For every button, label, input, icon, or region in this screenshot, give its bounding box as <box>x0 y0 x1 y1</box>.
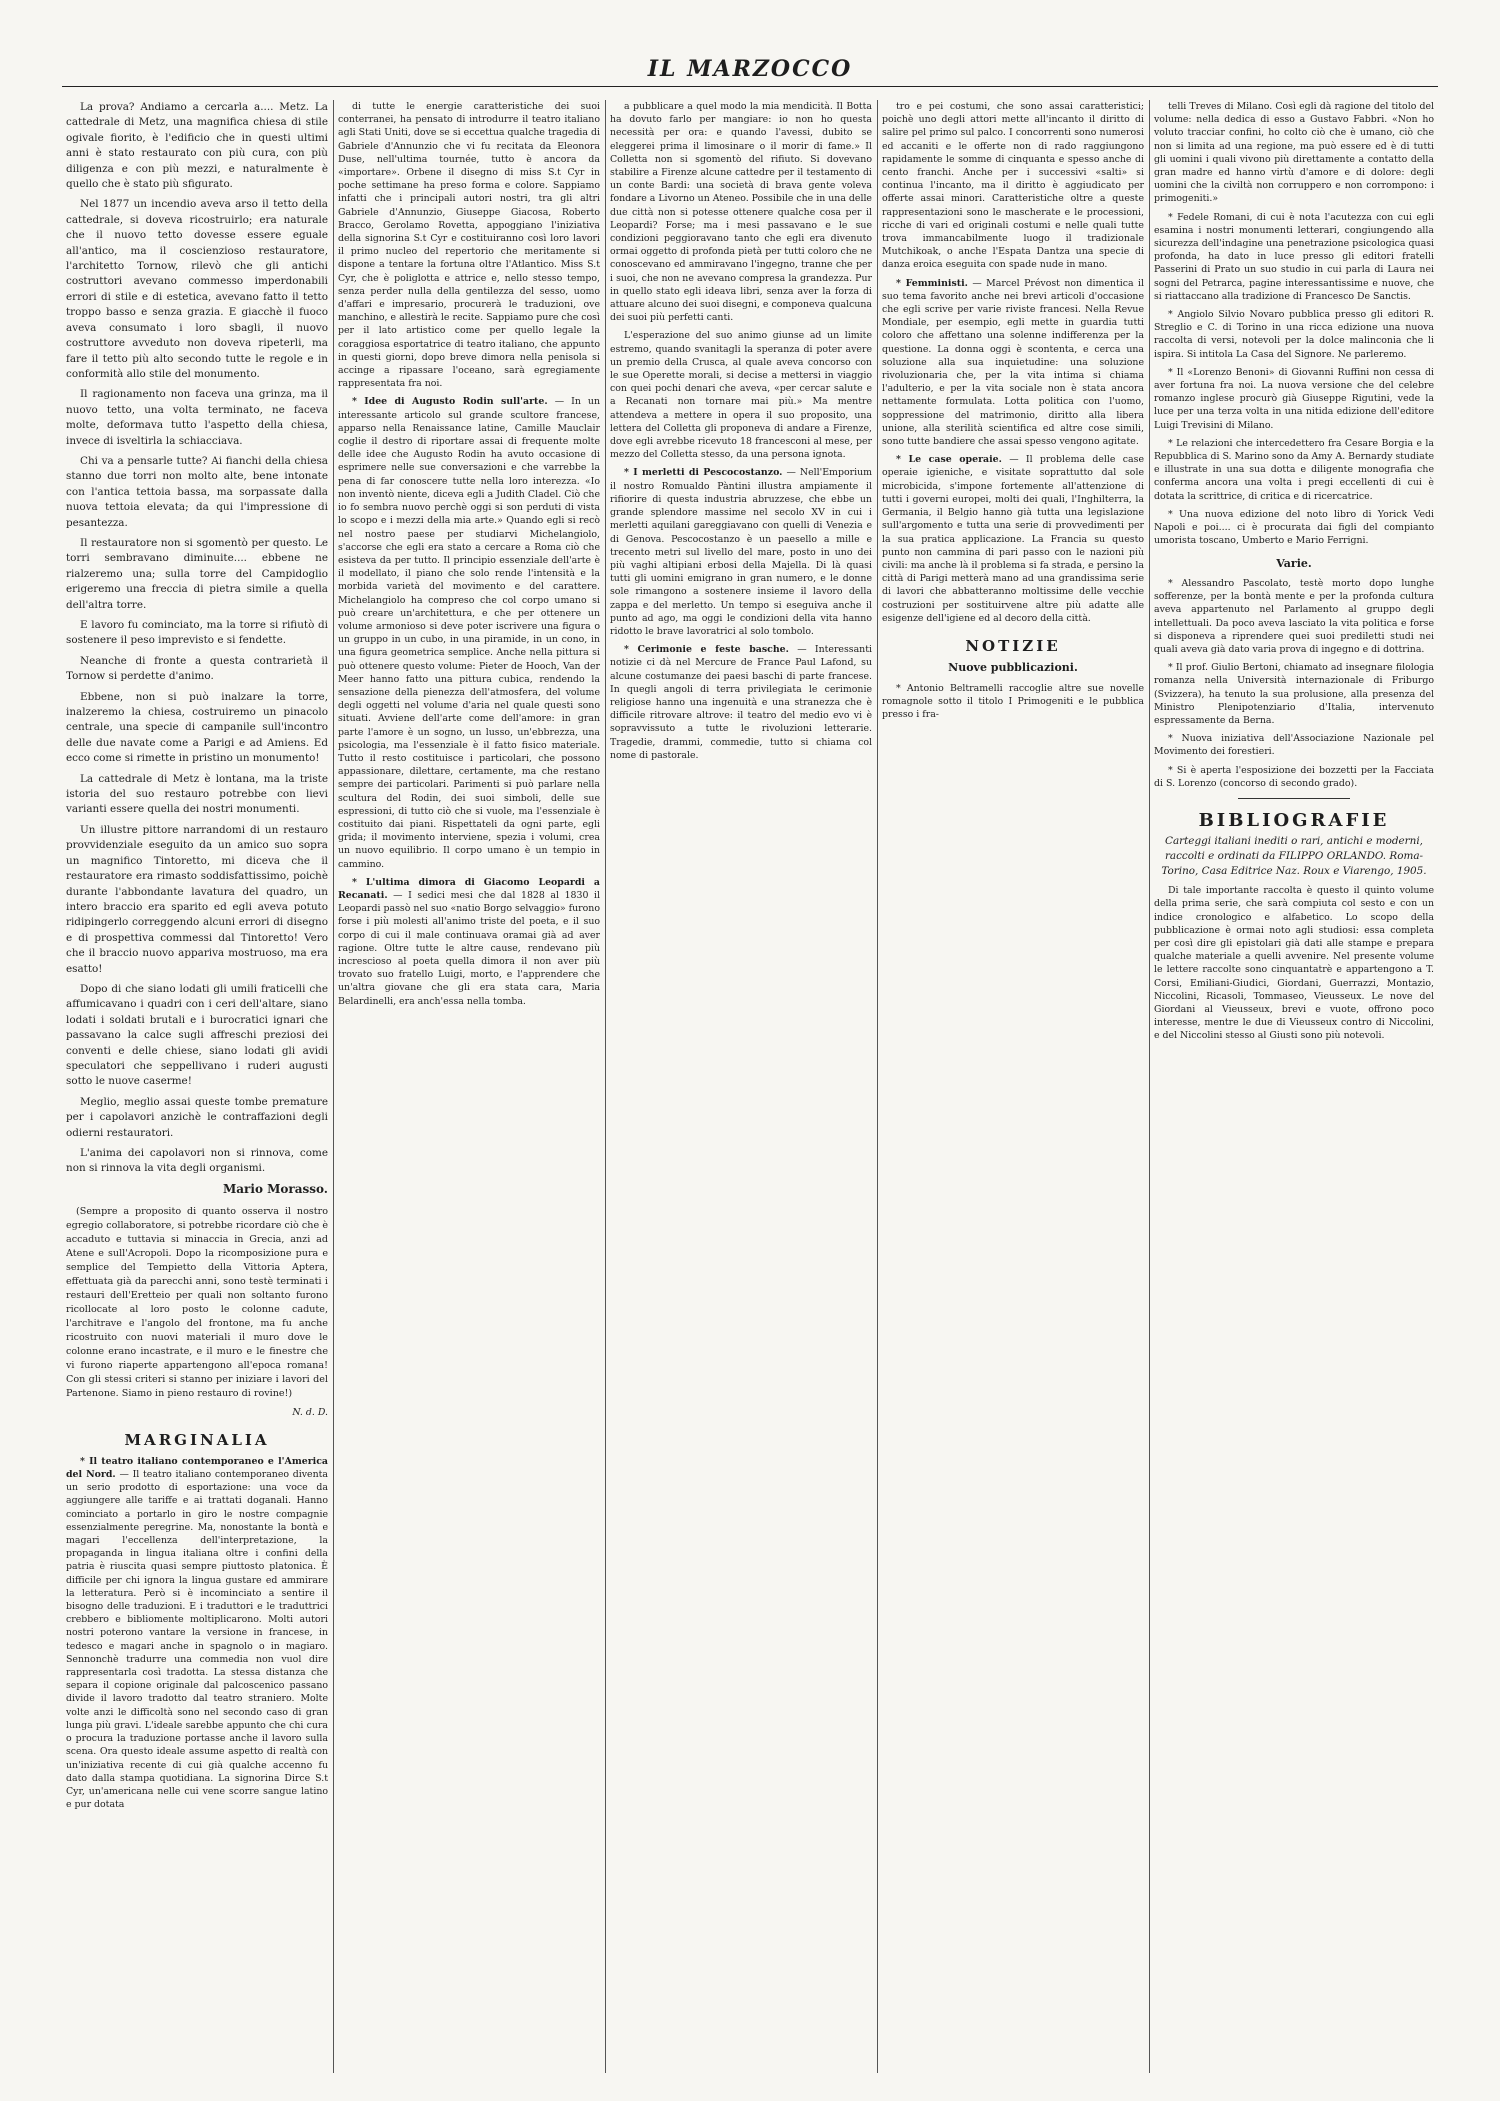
list-item: * Nuova iniziativa dell'Associazione Nazionale pel Movimento dei forestieri. <box>1154 733 1434 758</box>
section-subtitle: Nuove pubblicazioni. <box>948 661 1078 675</box>
list-item: * Si è aperta l'esposizione dei bozzetti per la Facciata di S. Lorenzo (concorso di secondo grado). <box>1154 764 1434 789</box>
paragraph: Il ragionamento non faceva una grinza, ma il nuovo tetto, una volta terminato, ne faceva molte, deformava tutto l'aspetto della chiesa, invece di isveltirla la schiacciava. <box>66 388 328 447</box>
entry-title: * L'ultima dimora di Giacomo Leopardi a Recanati. <box>338 876 600 901</box>
entry-text: — In un interessante articolo sul grande scultore francese, apparso nella Renaissance latine, Camille Mauclair coglie il destro di riportare assai di frequente molte delle idee che Augusto Rodin ha avuto occasione di esprimere nelle sue conversazioni e che varrebbe la pena di far conoscere tutte nella loro interezza. «Io non inventò niente, diceva egli a Judith Cladel. Ciò che io fo sembra nuovo perchè oggi si son perduti di vista lo scopo e i mezzi della mia arte.» Quando egli si recò nel nostro paese per studiarvi Michelangiolo, s'accorse che egli era stato a cercare a Roma ciò che esisteva da per tutto. Il principio essenziale dell'arte è il modellato, il piano che solo rende l'intensità e la morbida varietà del movimento e del carattere. Michelangiolo ha compreso che col corpo umano si può creare un'architettura, e che per ottenere un volume armonioso si deve poter iscrivere una figura o un gruppo in un cubo, in una piramide, in un cono, in una figura geometrica semplice. Anche nella pittura si può ottenere questo volume: Pieter de Hooch, Van der Meer hanno fatto una pittura cubica, rendendo la sensazione della pienezza dell'atmosfera, del volume degli oggetti nel volume d'aria nel quale questi sono situati. Avviene dell'arte come dell'amore: in gran parte l'amore è un sogno, un lusso, un'ebbrezza, una psicologia, ma l'essenziale è il fatto fisico materiale. Tutto il resto costituisce i particolari, che possono appassionare, dilettare, certamente, ma che restano sempre dei particolari. Parimenti si può parlare nella scultura del Rodin, dei suoi simboli, delle sue espressioni, di tutto ciò che si vuole, ma l'essenziale è costituito dai piani. Rispettateli da ogni parte, egli grida; il movimento interviene, spezia i volumi, crea un nuovo equilibrio. Il corpo umano è un tempio in cammino. <box>338 396 600 870</box>
paragraph: Chi va a pensarle tutte? Ai fianchi della chiesa stanno due torri non molto alte, bene intonate con l'antica tettoia bassa, ma sorpassate dalla nuova tettoia elevata; da qui l'impressione di pesantezza. <box>66 454 328 529</box>
divider <box>1238 798 1350 799</box>
list-item: * Alessandro Pascolato, testè morto dopo lunghe sofferenze, per la bontà mente e per la profonda cultura aveva appartenuto nel Parlamento al gruppo degli intellettuali. Da poco aveva lasciato la vita politica e forse si disponeva a riprendere quei suoi prediletti studi nei quali aveva già dato varia prova di ingegno e di dottrina. <box>1154 577 1434 655</box>
list-item: * Fedele Romani, di cui è nota l'acutezza con cui egli esamina i nostri monumenti letterari, congiungendo alla sicurezza dell'indagine una penetrazione psicologica quasi profonda, ha dato in luce presso gli editori fratelli Passerini di Prato un suo studio in cui parla di Laura nei sogni del Petrarca, pagine interessantissime e nuove, che si riattaccano alla tradizione di Francesco De Sanctis. <box>1154 211 1434 302</box>
column-3 <box>610 100 872 2073</box>
column-rule <box>877 100 878 2073</box>
list-item: * Una nuova edizione del noto libro di Yorick Vedi Napoli e poi.... ci è procurata dai figli del compianto umorista toscano, Umberto e Mario Ferrigni. <box>1154 508 1434 547</box>
entry-text: — Il teatro italiano contemporaneo diventa un serio prodotto di esportazione: una voce da aggiungere alle tariffe e ai trattati doganali. Hanno cominciato a portarlo in giro le nostre compagnie essenzialmente peregrine. Ma, nonostante la bontà e magari l'eccellenza dell'interpretazione, la propaganda in lingua italiana oltre i confini della patria è riuscita quasi sempre piuttosto platonica. È difficile per chi ignora la lingua gustare ed ammirare la letteratura. Però si è incominciato a sentire il bisogno delle traduzioni. E i traduttori e le traduttrici crebbero e bibliomente moltiplicarono. Molti autori nostri poterono vantare la versione in francese, in tedesco e magari anche in spagnolo o in magiaro. Sennonchè tradurre una commedia non vuol dire rappresentarla così tradotta. La stessa distanza che separa il copione originale dal palcoscenico passano divide il lavoro tradotto dal teatro straniero. Molte volte anzi le difficoltà sono nel secondo caso di gran lunga più gravi. L'ideale sarebbe appunto che chi cura o procura la traduzione portasse anche il lavoro sulla scena. Ora questo ideale assume aspetto di realtà con un'iniziativa recente di cui già qualche accenno fu dato dalla stampa quotidiana. La signorina Dirce S.t Cyr, un'americana nelle cui vene scorre sangue latino e pur dotata <box>66 1469 328 1811</box>
column-rule <box>333 100 334 2073</box>
paragraph: * Antonio Beltramelli raccoglie altre sue novelle romagnole sotto il titolo I Primogeniti e le pubblica presso i fra- <box>882 682 1144 721</box>
paragraph: Neanche di fronte a questa contrarietà il Tornow si perdette d'animo. <box>66 654 328 683</box>
column-rule <box>1149 100 1150 2073</box>
entry-title: * Idee di Augusto Rodin sull'arte. <box>352 396 548 408</box>
masthead <box>62 52 1438 87</box>
entry-title: * Femministi. <box>896 277 968 289</box>
paragraph: a pubblicare a quel modo la mia mendicità. Il Botta ha dovuto farlo per mangiare: io non ho questa necessità per ora: e quando l'avessi, dubito se eleggerei prima il limosinare o il morir di fame.» Il Colletta non si sgomentò del rifiuto. Si dovevano stabilire a Firenze alcune cattedre per il testamento di un conte Bardi: una società di brava gente voleva fondare a Livorno un Ateneo. Possibile che in una delle due città non si potesse ottenere qualche cosa per il Leopardi? Forse; ma i mesi passavano e le sue condizioni peggioravano tanto che egli era divenuto ormai oggetto di profonda pietà per tutti coloro che ne conoscevano ed ammiravano l'ingegno, tranne che per i suoi, che non ne avevano compresa la grandezza. Pur in quello stato egli ideava libri, senza aver la forza di attuare alcuno dei suoi disegni, e componeva qualcuna dei suoi più perfetti canti. <box>610 101 872 324</box>
list-item: * Il «Lorenzo Benoni» di Giovanni Ruffini non cessa di aver fortuna fra noi. La nuova versione che del celebre romanzo inglese procurò già Giuseppe Rigutini, vede la luce per una terza volta in una nitida edizione dell'editore Luigi Trevisini di Milano. <box>1154 366 1434 431</box>
list-item: * Le relazioni che intercedettero fra Cesare Borgia e la Repubblica di S. Marino sono da Amy A. Bernardy studiate e illustrate in una sua dotta e diligente monografia che conferma ancora una volta i pregi eccellenti di cui è dotata la scrittrice, di critica e di ricercatrice. <box>1154 437 1434 502</box>
page-title: IL MARZOCCO <box>647 56 853 82</box>
paragraph: tro e pei costumi, che sono assai caratteristici; poichè uno degli attori mette all'incanto il diritto di salire pel primo sul palco. I concorrenti sono numerosi ed accaniti e le offerte non di rado raggiungono rapidamente le somme di cinquanta e spesso anche di cento franchi. Anche per i successivi «salti» si continua l'incanto, ma il diritto è aggiudicato per offerte assai minori. Caratteristiche oltre a queste rappresentazioni sono le mascherate e le processioni, ricche di vari ed originali costumi e nelle quali tutte trova immancabilmente luogo il tradizionale Mutchikoak, o anche l'Espata Dantza una specie di danza eroica eseguita con spade nude in mano. <box>882 101 1144 271</box>
paragraph: telli Treves di Milano. Così egli dà ragione del titolo del volume: nella dedica di esso a Gustavo Fabbri. «Non ho voluto tracciar confini, ho colto ciò che è umano, ciò che non si limita ad una regione, ma può essere ed è di tutti gli uomini i quali vivono più direttamente a contatto della gran madre ed hanno virtù d'amore e di dolore: degli uomini che la civiltà non corruppero e non corrompono: i primogeniti.» <box>1154 101 1434 205</box>
section-title-notizie: NOTIZIE <box>965 636 1061 655</box>
entry-text: — Marcel Prévost non dimentica il suo tema favorito anche nei brevi articoli d'occasione che egli scrive per varie riviste francesi. Nella Revue Mondiale, per esempio, egli mette in guardia tutti coloro che affettano una solenne indifferenza per la questione. La donna oggi è scontenta, e cerca una soluzione alla sua inquietudine: una soluzione rivoluzionaria che, per la vita intima si chiama l'adulterio, e per la vita sociale non è stata ancora nettamente formulata. Lotta politica con l'uomo, soppressione del matrimonio, diritto alla libera unione, alla sterilità scientifica ed altre cose simili, sono tutte bandiere che assai spesso vengono agitate. <box>882 277 1144 448</box>
list-item: * Il prof. Giulio Bertoni, chiamato ad insegnare filologia romanza nella Università internazionale di Friburgo (Svizzera), ha tenuto la sua prolusione, alla presenza del Ministro Plenipotenziario d'Italia, intervenuto espressamente da Berna. <box>1154 662 1434 726</box>
entry-title: * Cerimonie e feste basche. <box>624 644 789 656</box>
bibliography-heading: Carteggi italiani inediti o rari, antichi e moderni, raccolti e ordinati da FILIPPO ORLANDO. Roma-Torino, Casa Editrice Naz. Roux e Viarengo, 1905. <box>1161 835 1427 877</box>
entry-title: * Il teatro italiano contemporaneo e l'America del Nord. <box>66 1455 328 1481</box>
entry-text: — Il problema delle case operaie igieniche, e visitate soprattutto dal sole microbicida, s'impone fortemente all'attenzione di tutti i governi europei, molti dei quali, l'Inghilterra, la Germania, il Belgio hanno già tutta una legislazione sull'argomento e tutta una serie di provvedimenti per la sua pratica applicazione. La Francia su questo punto non cammina di pari passo con le nazioni più civili: ma anche là il problema si fa strada, e persino la città di Parigi metterà mano ad una grandissima serie di lavori che abbatteranno moltissime delle vecchie costruzioni per sostituirvene altre più adatte alle esigenze dell'igiene ed al decoro della città. <box>882 454 1144 624</box>
column-4 <box>882 100 1144 2073</box>
editor-note: (Sempre a proposito di quanto osserva il nostro egregio collaboratore, si potrebbe ricordare ciò che è accaduto e tuttavia si minaccia in Grecia, anzi ad Atene e sull'Acropoli. Dopo la ricomposizione pura e semplice del Tempietto della Vittoria Aptera, effettuata già da parecchi anni, sono testè terminati i restauri dell'Eretteio per quali non soltanto furono ricollocate al loro posto le colonne cadute, l'architrave e l'angolo del frontone, ma fu anche ricostruito con nuovi materiali il muro dove le colonne erano incastrate, e il muro e le finestre che vi furono riaperte appartengono all'epoca romana! Con gli stessi criteri si stanno per iniziare i lavori del Partenone. Siamo in pieno restauro di rovine!) <box>66 1206 328 1400</box>
entry-title: * I merletti di Pescocostanzo. <box>624 467 783 479</box>
editor-note-sign: N. d. D. <box>292 1407 328 1419</box>
column-rule <box>605 100 606 2073</box>
column-5 <box>1154 100 1434 2073</box>
section-title-varie: Varie. <box>1276 556 1312 570</box>
entry-title: * Le case operaie. <box>896 454 1002 466</box>
paragraph: Il restauratore non si sgomentò per questo. Le torri sembravano diminuite.... ebbene ne rialzeremo una; sulla torre del Campidoglio erigeremo una freccia di pietra simile a quella dell'altra torre. <box>66 536 328 611</box>
entry-text: — Nell'Emporium il nostro Romualdo Pàntini illustra ampiamente il rifiorire di questa industria abruzzese, che ebbe un grande splendore massime nel secolo XV in cui i merletti aquilani gareggiavano con quelli di Venezia e di Genova. Pescocostanzo è un paesello a mille e trecento metri sul livello del mare, posto in uno dei più vaghi altipiani erbosi della Majella. Di là quasi tutti gli uomini emigrano in gran numero, e le donne sole rimangono a sostenere insieme il lavoro della zappa e del merletto. Un tempo si eseguiva anche il punto ad ago, ma oggi le condizioni della vita hanno ridotto le brave lavoratrici al solo tombolo. <box>610 467 872 637</box>
paragraph: Di tale importante raccolta è questo il quinto volume della prima serie, che sarà compiuta col sesto e con un indice cronologico e alfabetico. Lo scopo della pubblicazione è ormai noto agli studiosi: essa completa per così dire gli epistolari già dati alle stampe e prepara qualche materiale a quelli avvenire. Nel presente volume le lettere raccolte sono cinquantatrè e appartengono a T. Corsi, Emiliani-Giudici, Giordani, Guerrazzi, Montazio, Niccolini, Ricasoli, Tommaseo, Vieusseux. Le nove del Giordani al Vieusseux, brevi e vuote, offrono poco interesse, mentre le due di Vieusseux contro di Niccolini, e del Niccolini stesso al Giusti sono più notevoli. <box>1154 885 1434 1042</box>
list-item: * Angiolo Silvio Novaro pubblica presso gli editori R. Streglio e C. di Torino in una ricca edizione una nuova raccolta di versi, notevoli per la dolce malinconia che li ispira. Si intitola La Casa del Signore. Ne parleremo. <box>1154 309 1434 360</box>
column-2 <box>338 100 600 2073</box>
paragraph: L'anima dei capolavori non si rinnova, come non si rinnova la vita degli organismi. <box>66 1147 328 1175</box>
paragraph: Un illustre pittore narrandomi di un restauro provvidenziale eseguito da un amico suo sopra un magnifico Tintoretto, mi diceva che il restauratore era rimasto soddisfattissimo, poichè durante l'abbondante lavatura del quadro, un intero braccio era sparito ed egli aveva potuto ridipingerlo correggendo alcuni errori di disegno e di prospettiva commessi dal Tintoretto! Vero che il braccio nuovo appariva mostruoso, ma era esatto! <box>66 823 328 975</box>
author-signature: Mario Morasso. <box>223 1181 328 1196</box>
paragraph: di tutte le energie caratteristiche dei suoi conterranei, ha pensato di introdurre il teatro italiano agli Stati Uniti, dove se si eccettua qualche tragedia di Gabriele d'Annunzio che vi fu recitata da Eleonora Duse, nell'ultima tournée, tutto è ancora da «importare». Orbene il disegno di miss S.t Cyr in poche settimane ha preso forma e colore. Sappiamo infatti che i principali autori nostri, tra gli altri Gabriele d'Annunzio, Giuseppe Giacosa, Roberto Bracco, Gerolamo Rovetta, appoggiano l'iniziativa della signorina S.t Cyr e costituiranno così loro lavori il primo nucleo del repertorio che meritamente si dispone a tentare la fortuna oltre l'Atlantico. Miss S.t Cyr, che è poliglotta e attrice e, nello stesso tempo, senza perder nulla della gentilezza del sesso, uomo d'affari e impresario, procurerà le traduzioni, ove manchino, e allestirà le recite. Sappiamo pure che così per il lato artistico come per quello legale la coraggiosa esportatrice di teatro italiano, che appunto in questi giorni, dopo breve dimora nella penisola si accinge a ripassare l'oceano, sarà egregiamente rappresentata fra noi. <box>338 101 600 390</box>
paragraph: La prova? Andiamo a cercarla a.... Metz. La cattedrale di Metz, una magnifica chiesa di stile ogivale fiorito, è l'edificio che in questi ultimi anni è stato restaurato con più cura, con più diligenza e con più mezzi, e naturalmente è quello che è stato più sfigurato. <box>66 101 328 191</box>
column-1 <box>66 100 328 2073</box>
paragraph: Dopo di che siano lodati gli umili fraticelli che affumicavano i quadri con i ceri dell'altare, siano lodati i soldati brutali e i burocratici ignari che passavano la calce sugli affreschi preziosi dei conventi e delle chiese, siano lodati gli avidi speculatori che seppellivano i ruderi augusti sotto le nuove caserme! <box>66 982 328 1088</box>
entry-text: — I sedici mesi che dal 1828 al 1830 il Leopardi passò nel suo «natio Borgo selvaggio» furono forse i più molesti all'animo triste del poeta, e il suo corpo di cui il male continuava oramai già ad aver ragione. Oltre tutte le altre cause, rendevano più increscioso al poeta quella dimora il non aver più trovato suo fratello Luigi, morto, e l'apprendere che un'altra giovane che gli era stata cara, Maria Belardinelli, era anch'essa nella tomba. <box>338 889 600 1007</box>
paragraph: La cattedrale di Metz è lontana, ma la triste istoria del suo restauro potrebbe con lievi varianti essere quella dei nostri monumenti. <box>66 772 328 816</box>
section-title-bibliografie: BIBLIOGRAFIE <box>1198 809 1390 831</box>
paragraph: Meglio, meglio assai queste tombe premature per i capolavori anzichè le contraffazioni degli odierni restauratori. <box>66 1095 328 1139</box>
section-title-marginalia: MARGINALIA <box>124 1431 270 1450</box>
entry-text: — Interessanti notizie ci dà nel Mercure de France Paul Lafond, su alcune costumanze dei paesi baschi di parte francese. In quegli angoli di terra privilegiata le cerimonie religiose hanno una ingenuità e una stranezza che è difficile ritrovare altrove: il teatro del medio evo vi è sopravvissuto a tutte le rivoluzioni letterarie. Tragedie, drammi, commedie, tutto si chiama col nome di pastorale. <box>610 644 872 761</box>
paragraph: Ebbene, non si può inalzare la torre, inalzeremo la chiesa, costruiremo un pinacolo centrale, una specie di campanile sull'incontro delle due navate come a Parigi e ad Amiens. Ed ecco come si rimette in pristino un monumento! <box>66 690 328 765</box>
paragraph: E lavoro fu cominciato, ma la torre si rifiutò di sostenere il peso imprevisto e si fendette. <box>66 619 328 647</box>
paragraph: L'esperazione del suo animo giunse ad un limite estremo, quando svanitagli la speranza di poter avere un premio della Crusca, al quale aveva concorso con le sue Operette morali, si decise a mettersi in viaggio con quei pochi denari che aveva, «per cercar salute e a Recanati non tornare mai più.» Ma mentre attendeva a mettere in opera il suo proposito, una lettera del Colletta gli proponeva di andare a Firenze, dove egli avrebbe ricevuto 18 francesconi al mese, per mezzo del Colletta stesso, da una persona ignota. <box>610 330 872 461</box>
paragraph: Nel 1877 un incendio aveva arso il tetto della cattedrale, si doveva ricostruirlo; era naturale che il nuovo tetto dovesse essere eguale all'antico, ma il coscienzioso restauratore, l'architetto Tornow, rilevò che gli antichi costruttori avevano commesso imperdonabili errori di stile e di estetica, avevano fatto il tetto troppo basso e senza grazia. E giacchè il fuoco aveva consumato i loro sbagli, il nuovo costruttore avveduto non doveva ripeterli, ma fare il tetto più alto secondo tutte le regole e in conformità allo stile del monumento. <box>66 198 328 380</box>
